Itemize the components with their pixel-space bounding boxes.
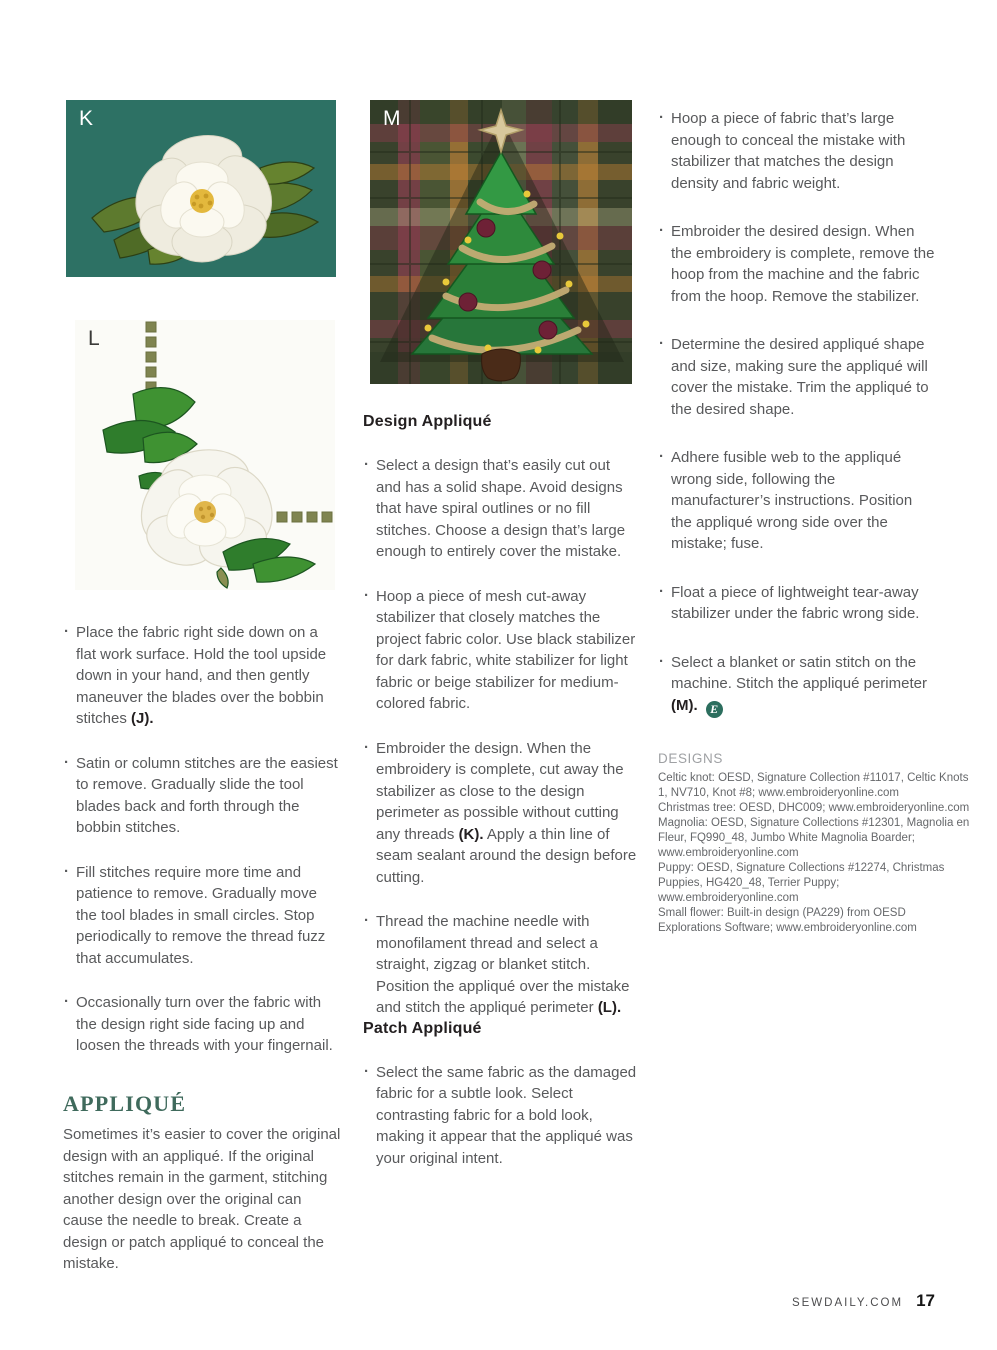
middle-column [363,413,639,1169]
bullet-text: Thread the machine needle with monofilament thread and select a straight, zigzag or blanket stitch. Position the appliqué over the mistake and stitch the appliqué perimeter [376,913,630,1016]
design-credit: Celtic knot: OESD, Signature Collection #11017, Celtic Knots 1, NV710, Knot #8; www.embroideryonline.com [658,772,969,799]
list-item [63,862,339,970]
figure-reference: (K). [458,825,484,843]
figure-l-magnolia-embroidery-photo [75,320,335,590]
subheading-patch-applique: Patch Appliqué [363,1019,482,1037]
applique-intro-paragraph: Sometimes it’s easier to cover the original design with an appliqué. If the original stitches remain in the garment, stitching another design over the original can cause the needle to break. Create a design or patch appliqué to conceal the mistake. [63,1126,341,1272]
design-credit: Small flower: Built-in design (PA229) from OESD Explorations Software; www.embroideryonline.com [658,907,917,934]
end-of-article-icon: E [706,701,723,718]
list-item [63,622,339,730]
bullet-text: Apply a thin line of seam sealant around the design before cutting. [376,825,637,886]
list-item [658,221,936,307]
list-item [363,738,639,889]
magnolia-applique-illustration [66,100,336,277]
design-credit: Magnolia: OESD, Signature Collections #12301, Magnolia en Fleur, FQ990_48, Jumbo White Magnolia Boarder; www.embroideryonline.com [658,817,970,859]
right-column-bullets [658,108,936,718]
list-item [658,447,936,555]
list-item [363,911,639,1019]
page-footer [792,1291,935,1311]
figure-m-label: M [383,107,401,130]
figure-reference: (L). [597,999,622,1016]
figure-m-christmas-tree-photo [370,100,632,384]
figure-l-label: L [88,327,100,350]
bullet-text: Hoop a piece of fabric that’s large enough to conceal the mistake with stabilizer that matches the design density and fabric weight. [671,110,906,192]
bullet-text: Select the same fabric as the damaged fabric for a subtle look. Select contrasting fabric for a bold look, making it appear that the appliqué was your original intent. [376,1063,637,1167]
list-item [63,753,339,839]
left-column-bullets [63,622,339,1057]
bullet-text: Occasionally turn over the fabric with the design right side facing up and loosen the threads with your fingernail. [76,994,333,1054]
bullet-text: Place the fabric right side down on a flat work surface. Hold the tool upside down in your hand, and then gently maneuver the blades over the bobbin stitches [76,624,327,727]
magnolia-embroidery-illustration [75,320,335,590]
list-item [363,455,639,563]
list-item [658,582,936,625]
list-item [363,586,639,715]
bullet-text: Fill stitches require more time and patience to remove. Gradually move the tool blades in small circles. Stop periodically to remove the thread fuzz that accumulates. [76,863,326,967]
bullet-text: Satin or column stitches are the easiest to remove. Gradually slide the tool blades back and forth through the bobbin stitches. [76,754,338,836]
bullet-text: Adhere fusible web to the appliqué wrong side, following the manufacturer’s instructions. Position the appliqué wrong side over the mistake; fuse. [671,449,913,552]
designs-heading: DESIGNS [658,751,723,766]
bullet-text: Float a piece of lightweight tear-away stabilizer under the fabric wrong side. [671,583,920,622]
bullet-text: Embroider the desired design. When the embroidery is complete, remove the hoop from the machine and the fabric from the hoop. Remove the stabilizer. [671,223,935,305]
figure-reference: (J). [131,710,154,727]
footer-site-name: SEWDAILY.COM [791,1297,904,1309]
bullet-text: Determine the desired appliqué shape and size, making sure the appliqué will cover the mistake. Trim the appliqué to the desired shape. [671,336,929,418]
figure-k-magnolia-applique-photo [66,100,336,277]
design-credit: Puppy: OESD, Signature Collections #12274, Christmas Puppies, HG420_48, Terrier Puppy; www.embroideryonline.com [658,862,945,904]
design-credit: Christmas tree: OESD, DHC009; www.embroideryonline.com [658,802,970,814]
figure-reference: (M). [671,696,698,714]
bullet-text: Embroider the design. When the embroidery is complete, cut away the stabilizer as close to the design perimeter as possible without cutting any threads [376,739,624,843]
page-number: 17 [916,1291,935,1310]
list-item [63,992,339,1057]
list-item [658,334,936,420]
list-item [658,652,936,718]
designs-credits-section [658,751,972,936]
applique-section [63,1091,343,1275]
bullet-text: Select a design that’s easily cut out and has a solid shape. Avoid designs that have spiral outlines or no fill stitches. Choose a design that’s large enough to entirely cover the mistake. [376,457,626,560]
section-heading-applique: APPLIQUÉ [63,1091,187,1116]
list-item [658,108,936,194]
figure-k-label: K [79,107,94,130]
bullet-text: Hoop a piece of mesh cut-away stabilizer that closely matches the project fabric color. Use black stabilizer for dark fabric, white stabilizer for light fabric or beige stabilizer for medium-colored fabric. [376,587,636,712]
subheading-design-applique: Design Appliqué [363,413,492,430]
list-item [363,1062,639,1170]
bullet-text: Select a blanket or satin stitch on the machine. Stitch the appliqué perimeter [671,653,927,692]
christmas-tree-applique-illustration [370,100,632,384]
